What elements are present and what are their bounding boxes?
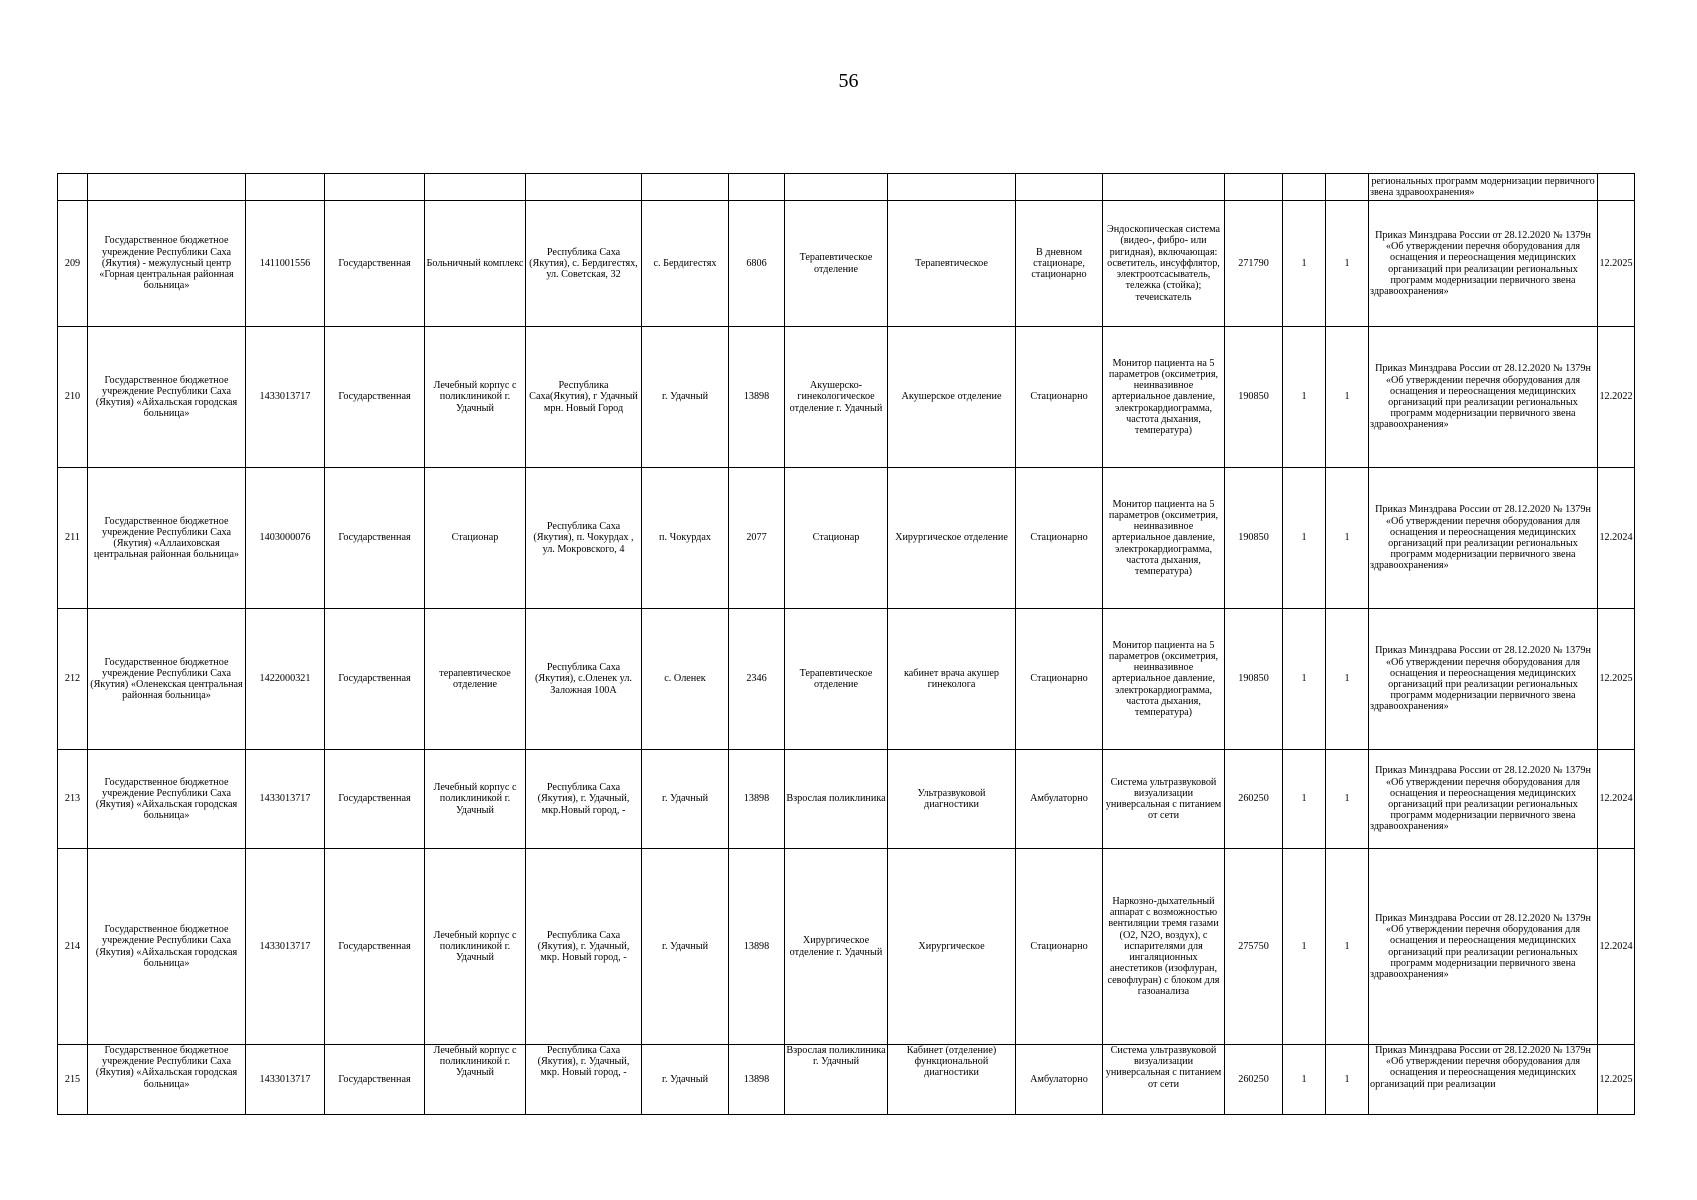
cell-unit: Хирургическое отделение: [888, 468, 1016, 609]
cell-population: 6806: [729, 201, 785, 327]
cell-department: Взрослая поликлиника г. Удачный: [785, 1045, 888, 1115]
cell-empty: [1016, 174, 1103, 201]
cell-quantity: 1: [1283, 750, 1326, 849]
cell-equipment: Эндоскопическая система (видео-, фибро- или ригидная), включающая: осветитель, инсуффлятор, электроотсасыватель, тележка (стойка); течеискатель: [1103, 201, 1225, 327]
cell-ownership: Государственная: [325, 201, 425, 327]
cell-quantity: 1: [1283, 609, 1326, 750]
cell-equipment: Наркозно-дыхательный аппарат с возможностью вентиляции тремя газами (O2, N2O, воздух), с испарителями для ингаляционных анестетиков (изофлуран, севофлуран) с блоком для газоанализа: [1103, 849, 1225, 1045]
equipment-registry-table: [57, 173, 1635, 1115]
cell-quantity: 1: [1283, 1045, 1326, 1115]
cell-price: 190850: [1225, 468, 1283, 609]
cell-address: Республика Саха (Якутия), с. Бердигестях, ул. Советская, 32: [526, 201, 642, 327]
cell-inn: 1433013717: [246, 327, 325, 468]
cell-price: 190850: [1225, 609, 1283, 750]
cell-row-number: 214: [58, 849, 88, 1045]
cell-row-number: 209: [58, 201, 88, 327]
cell-organization: Государственное бюджетное учреждение Республики Саха (Якутия) «Айхальская городская больница»: [88, 327, 246, 468]
cell-row-number: 211: [58, 468, 88, 609]
cell-empty: [1326, 174, 1369, 201]
cell-unit: Терапевтическое: [888, 201, 1016, 327]
cell-quantity-total: 1: [1326, 849, 1369, 1045]
cell-empty: [246, 174, 325, 201]
cell-address: Республика Саха (Якутия), с.Оленек ул. Заложная 100А: [526, 609, 642, 750]
cell-population: 2346: [729, 609, 785, 750]
cell-locality: г. Удачный: [642, 1045, 729, 1115]
cell-quantity: 1: [1283, 468, 1326, 609]
cell-unit: Хирургическое: [888, 849, 1016, 1045]
cell-ownership: Государственная: [325, 849, 425, 1045]
cell-building: Лечебный корпус с поликлиникой г. Удачный: [425, 327, 526, 468]
cell-unit: Ультразвуковой диагностики: [888, 750, 1016, 849]
cell-population: 13898: [729, 750, 785, 849]
cell-locality: г. Удачный: [642, 327, 729, 468]
cell-address: Республика Саха(Якутия), г Удачный мрн. Новый Город: [526, 327, 642, 468]
cell-legal-basis: региональных программ модернизации первичного звена здравоохранения»: [1369, 174, 1598, 201]
cell-department: Терапевтическое отделение: [785, 609, 888, 750]
cell-unit: Кабинет (отделение) функциональной диагностики: [888, 1045, 1016, 1115]
cell-equipment: Монитор пациента на 5 параметров (оксиметрия, неинвазивное артериальное давление, электрокардиограмма, частота дыхания, температура): [1103, 609, 1225, 750]
cell-building: Стационар: [425, 468, 526, 609]
cell-legal-basis: Приказ Минздрава России от 28.12.2020 № 1379н «Об утверждении перечня оборудования для оснащения и переоснащения медицинских организаций при реализации региональных программ модернизации первичного звена здравоохранения»: [1369, 201, 1598, 327]
cell-empty: [526, 174, 642, 201]
cell-building: терапевтическое отделение: [425, 609, 526, 750]
cell-empty: [785, 174, 888, 201]
cell-population: 13898: [729, 327, 785, 468]
cell-equipment: Монитор пациента на 5 параметров (оксиметрия, неинвазивное артериальное давление, электрокардиограмма, частота дыхания, температура): [1103, 327, 1225, 468]
table-row: [58, 849, 1635, 1045]
cell-legal-basis: Приказ Минздрава России от 28.12.2020 № 1379н «Об утверждении перечня оборудования для оснащения и переоснащения медицинских организаций при реализации региональных программ модернизации первичного звена здравоохранения»: [1369, 468, 1598, 609]
cell-locality: п. Чокурдах: [642, 468, 729, 609]
cell-equipment: Система ультразвуковой визуализации универсальная с питанием от сети: [1103, 1045, 1225, 1115]
cell-price: 275750: [1225, 849, 1283, 1045]
cell-row-number: 213: [58, 750, 88, 849]
cell-legal-basis: Приказ Минздрава России от 28.12.2020 № 1379н «Об утверждении перечня оборудования для оснащения и переоснащения медицинских организаций при реализации региональных программ модернизации первичного звена здравоохранения»: [1369, 750, 1598, 849]
cell-population: 13898: [729, 1045, 785, 1115]
cell-empty: [1598, 174, 1635, 201]
cell-empty: [729, 174, 785, 201]
cell-care-condition: Стационарно: [1016, 849, 1103, 1045]
cell-care-condition: Стационарно: [1016, 468, 1103, 609]
cell-department: Хирургическое отделение г. Удачный: [785, 849, 888, 1045]
page-number: 56: [838, 70, 859, 92]
cell-building: Лечебный корпус с поликлиникой г. Удачный: [425, 750, 526, 849]
table-row: [58, 327, 1635, 468]
table-row: [58, 468, 1635, 609]
table-row: [58, 201, 1635, 327]
cell-row-number: 215: [58, 1045, 88, 1115]
cell-legal-basis: Приказ Минздрава России от 28.12.2020 № 1379н «Об утверждении перечня оборудования для оснащения и переоснащения медицинских организаций при реализации региональных программ модернизации первичного звена здравоохранения»: [1369, 849, 1598, 1045]
cell-building: Больничный комплекс: [425, 201, 526, 327]
cell-department: Акушерско-гинекологическое отделение г. Удачный: [785, 327, 888, 468]
cell-care-condition: В дневном стационаре, стационарно: [1016, 201, 1103, 327]
cell-quantity: 1: [1283, 201, 1326, 327]
cell-quantity-total: 1: [1326, 468, 1369, 609]
table-row: [58, 750, 1635, 849]
cell-quantity-total: 1: [1326, 1045, 1369, 1115]
cell-inn: 1403000076: [246, 468, 325, 609]
cell-empty: [88, 174, 246, 201]
cell-unit: кабинет врача акушер гинеколога: [888, 609, 1016, 750]
cell-inn: 1422000321: [246, 609, 325, 750]
cell-ownership: Государственная: [325, 609, 425, 750]
cell-organization: Государственное бюджетное учреждение Республики Саха (Якутия) «Аллаиховская центральная районная больница»: [88, 468, 246, 609]
cell-population: 2077: [729, 468, 785, 609]
cell-care-condition: Амбулаторно: [1016, 1045, 1103, 1115]
cell-row-number: 212: [58, 609, 88, 750]
cell-quantity-total: 1: [1326, 750, 1369, 849]
cell-date: 12.2025: [1598, 1045, 1635, 1115]
cell-department: Взрослая поликлиника: [785, 750, 888, 849]
cell-address: Республика Саха (Якутия), п. Чокурдах , ул. Мокровского, 4: [526, 468, 642, 609]
cell-ownership: Государственная: [325, 750, 425, 849]
cell-address: Республика Саха (Якутия), г. Удачный, мкр. Новый город, -: [526, 849, 642, 1045]
cell-organization: Государственное бюджетное учреждение Республики Саха (Якутия) «Айхальская городская больница»: [88, 849, 246, 1045]
cell-price: 260250: [1225, 1045, 1283, 1115]
cell-care-condition: Стационарно: [1016, 609, 1103, 750]
cell-equipment: Система ультразвуковой визуализации универсальная с питанием от сети: [1103, 750, 1225, 849]
cell-address: Республика Саха (Якутия), г. Удачный, мкр. Новый город, -: [526, 1045, 642, 1115]
cell-quantity-total: 1: [1326, 327, 1369, 468]
cell-price: 190850: [1225, 327, 1283, 468]
cell-department: Стационар: [785, 468, 888, 609]
cell-empty: [1225, 174, 1283, 201]
cell-empty: [642, 174, 729, 201]
cell-legal-basis: Приказ Минздрава России от 28.12.2020 № 1379н «Об утверждении перечня оборудования для оснащения и переоснащения медицинских организаций при реализации: [1369, 1045, 1598, 1115]
cell-care-condition: Стационарно: [1016, 327, 1103, 468]
cell-ownership: Государственная: [325, 327, 425, 468]
cell-locality: с. Бердигестях: [642, 201, 729, 327]
cell-empty: [888, 174, 1016, 201]
cell-date: 12.2025: [1598, 201, 1635, 327]
cell-building: Лечебный корпус с поликлиникой г. Удачный: [425, 849, 526, 1045]
cell-locality: с. Оленек: [642, 609, 729, 750]
cell-date: 12.2024: [1598, 849, 1635, 1045]
cell-quantity-total: 1: [1326, 609, 1369, 750]
cell-quantity: 1: [1283, 849, 1326, 1045]
cell-organization: Государственное бюджетное учреждение Республики Саха (Якутия) «Айхальская городская больница»: [88, 1045, 246, 1115]
cell-equipment: Монитор пациента на 5 параметров (оксиметрия, неинвазивное артериальное давление, электрокардиограмма, частота дыхания, температура): [1103, 468, 1225, 609]
cell-unit: Акушерское отделение: [888, 327, 1016, 468]
cell-inn: 1433013717: [246, 849, 325, 1045]
cell-row-number: 210: [58, 327, 88, 468]
table-row: [58, 609, 1635, 750]
cell-price: 260250: [1225, 750, 1283, 849]
cell-empty: [1283, 174, 1326, 201]
cell-date: 12.2025: [1598, 609, 1635, 750]
cell-empty: [1103, 174, 1225, 201]
cell-empty: [325, 174, 425, 201]
table-row-continuation: [58, 174, 1635, 201]
cell-locality: г. Удачный: [642, 849, 729, 1045]
cell-date: 12.2022: [1598, 327, 1635, 468]
cell-ownership: Государственная: [325, 1045, 425, 1115]
cell-building: Лечебный корпус с поликлиникой г. Удачный: [425, 1045, 526, 1115]
cell-organization: Государственное бюджетное учреждение Республики Саха (Якутия) «Оленекская центральная районная больница»: [88, 609, 246, 750]
cell-department: Терапевтическое отделение: [785, 201, 888, 327]
cell-quantity: 1: [1283, 327, 1326, 468]
cell-inn: 1433013717: [246, 1045, 325, 1115]
cell-ownership: Государственная: [325, 468, 425, 609]
cell-organization: Государственное бюджетное учреждение Республики Саха (Якутия) - межулусный центр «Горная центральная районная больница»: [88, 201, 246, 327]
cell-inn: 1433013717: [246, 750, 325, 849]
cell-care-condition: Амбулаторно: [1016, 750, 1103, 849]
cell-price: 271790: [1225, 201, 1283, 327]
cell-date: 12.2024: [1598, 750, 1635, 849]
cell-empty: [425, 174, 526, 201]
table-row: [58, 1045, 1635, 1115]
cell-legal-basis: Приказ Минздрава России от 28.12.2020 № 1379н «Об утверждении перечня оборудования для оснащения и переоснащения медицинских организаций при реализации региональных программ модернизации первичного звена здравоохранения»: [1369, 609, 1598, 750]
cell-population: 13898: [729, 849, 785, 1045]
cell-date: 12.2024: [1598, 468, 1635, 609]
cell-empty: [58, 174, 88, 201]
cell-legal-basis: Приказ Минздрава России от 28.12.2020 № 1379н «Об утверждении перечня оборудования для оснащения и переоснащения медицинских организаций при реализации региональных программ модернизации первичного звена здравоохранения»: [1369, 327, 1598, 468]
cell-organization: Государственное бюджетное учреждение Республики Саха (Якутия) «Айхальская городская больница»: [88, 750, 246, 849]
cell-quantity-total: 1: [1326, 201, 1369, 327]
cell-locality: г. Удачный: [642, 750, 729, 849]
cell-address: Республика Саха (Якутия), г. Удачный, мкр.Новый город, -: [526, 750, 642, 849]
cell-inn: 1411001556: [246, 201, 325, 327]
